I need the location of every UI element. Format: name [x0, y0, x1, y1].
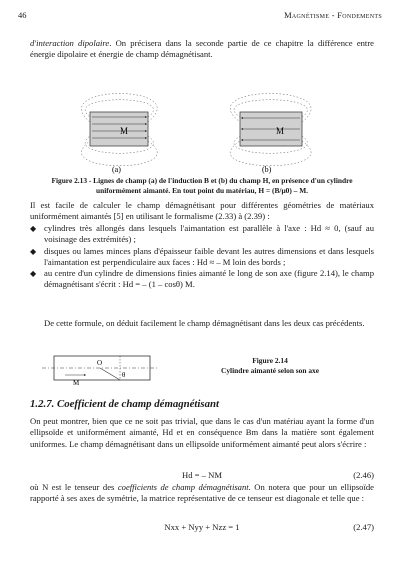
magnet-label-b: M: [276, 126, 285, 136]
figure-2-13-panel-b: [230, 94, 311, 166]
figure-2-13: [30, 84, 375, 186]
intro-paragraph: [30, 38, 374, 61]
page-number: 46: [18, 10, 27, 20]
paragraph-3: On peut montrer, bien que ce ne soit pas trivial, que dans le cas d'un matériau ayant la forme d'un ellipsoïde et uniformément aimanté, Hd et en conséquence Bm dans la matière sont également uniformes. Le champ démagnétisant dans un ellipsoïde uniformément aimanté peut alors s'écrire :: [30, 416, 374, 449]
equation-2-47: [30, 522, 374, 534]
equation-2-47-number: (2.47): [353, 522, 374, 532]
diamond-bullet-icon: ◆: [30, 246, 37, 256]
after-bullets-text: De cette formule, on déduit facilement le champ démagnétisant dans les deux cas précédents.: [44, 318, 365, 328]
angle-line: [100, 368, 120, 380]
magnet-label-a: M: [120, 126, 129, 136]
equation-2-46-number: (2.46): [353, 470, 374, 480]
bullet-list: [30, 223, 374, 291]
intro-italic: d'interaction dipolaire: [30, 38, 110, 48]
paragraph-2: Il est facile de calculer le champ démagnétisant pour différentes géométries de matériaux uniformément aimantés [5] en utilisant le formalisme (2.33) à (2.39) :: [30, 200, 374, 222]
list-item: ◆ au centre d'un cylindre de dimensions finies aimanté le long de son axe (figure 2.14), le champ démagnétisant s'écrit : Hd = – (1 – cosθ) M.: [30, 268, 374, 290]
label-o: O: [97, 359, 103, 367]
equation-2-47-formula: Nxx + Nyy + Nzz = 1: [164, 522, 240, 532]
panel-b-label: (b): [262, 165, 272, 174]
intro-rest: . On précisera dans la seconde partie de ce chapitre la différence entre énergie dipolaire et énergie de champ démagnétisant.: [30, 38, 374, 60]
running-title: Magnétisme - Fondements: [284, 10, 382, 20]
page-header: [18, 10, 382, 22]
figure-2-14-caption: Figure 2.14 Cylindre aimanté selon son axe: [221, 356, 319, 375]
diamond-bullet-icon: ◆: [30, 269, 37, 279]
label-m: M: [73, 379, 80, 387]
figure-2-13-caption: Figure 2.13 - Lignes de champ (a) de l'induction B et (b) du champ H, en présence d'un cylindre uniformément aimanté. En tout point du matériau, H = (B/μ0) – M.: [51, 176, 353, 195]
equation-2-46-formula: Hd = – NM: [182, 470, 222, 480]
figure-2-14: [40, 348, 160, 388]
paragraph-4: où N est le tenseur des coefficients de champ démagnétisant. On notera que pour un ellipsoïde rapporté à ses axes de symétrie, la matrice représentative de ce tenseur est diagonale et telle que :: [30, 482, 374, 504]
list-item: ◆ cylindres très allongés dans lesquels l'aimantation est parallèle à l'axe : Hd ≈ 0, (sauf au voisinage des extrémités) ;: [30, 223, 374, 245]
section-title: 1.2.7. Coefficient de champ démagnétisant: [30, 398, 220, 410]
list-item: ◆ disques ou lames minces plans d'épaisseur faible devant les autres dimensions et dans lesquels l'aimantation est perpendiculaire aux faces : Hd ≈ – M loin des bords ;: [30, 245, 374, 267]
diamond-bullet-icon: ◆: [30, 224, 37, 233]
label-theta: θ: [122, 371, 126, 379]
equation-2-46: [30, 470, 374, 482]
panel-a-label: (a): [112, 165, 121, 174]
